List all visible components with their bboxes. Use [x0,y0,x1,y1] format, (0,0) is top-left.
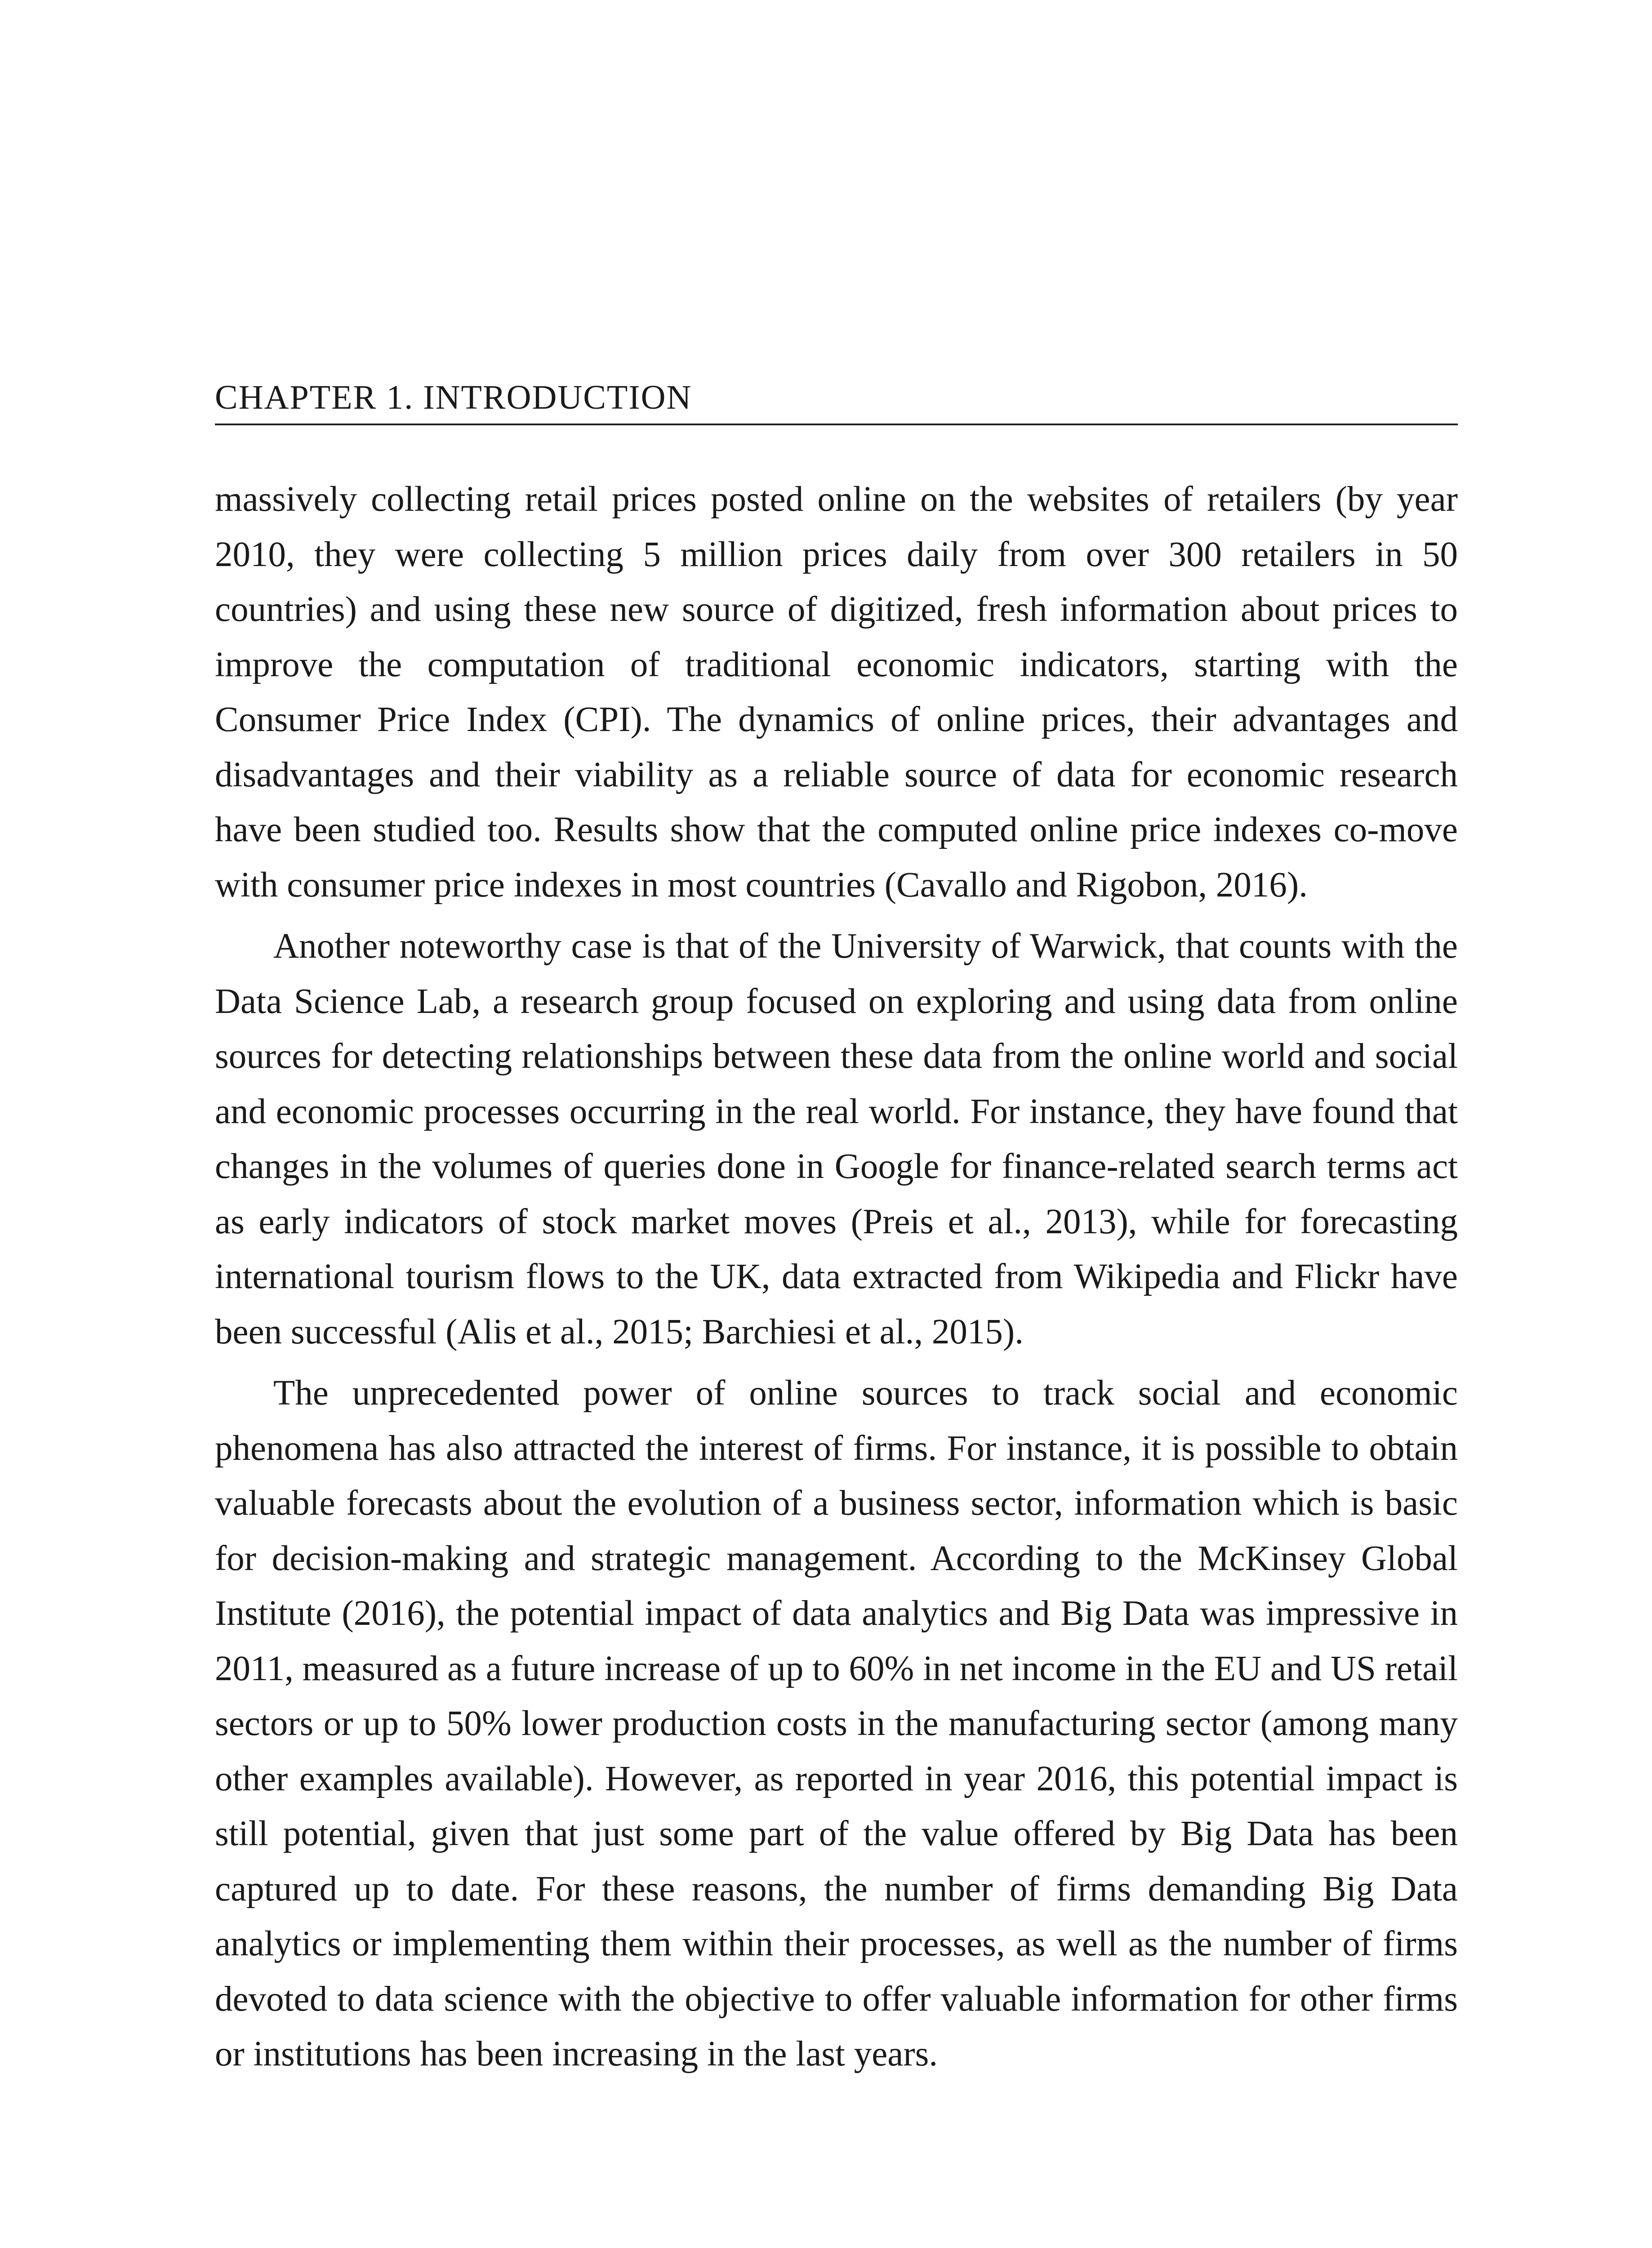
running-header [215,370,1458,425]
body-text [215,472,1458,2082]
paragraph-2: Another noteworthy case is that of the University of Warwick, that counts with the Data Science Lab, a research group focused on exploring and using data from online sources for detecting relationships between these data from the online world and social and economic processes occurring in the real world. For instance, they have found that changes in the volumes of queries done in Google for finance-related search terms act as early indicators of stock market moves (Preis et al., 2013), while for forecasting international tourism flows to the UK, data extracted from Wikipedia and Flickr have been successful (Alis et al., 2015; Barchiesi et al., 2015). [215,927,1458,1351]
chapter-title: CHAPTER 1. INTRODUCTION [215,379,692,416]
paragraph-3: The unprecedented power of online sources to track social and economic phenomena has also attracted the interest of firms. For instance, it is possible to obtain valuable forecasts about the evolution of a business sector, information which is basic for decision-making and strategic management. According to the McKinsey Global Institute (2016), the potential impact of data analytics and Big Data was impressive in 2011, measured as a future increase of up to 60% in net income in the EU and US retail sectors or up to 50% lower production costs in the manufacturing sector (among many other examples available). However, as reported in year 2016, this potential impact is still potential, given that just some part of the value offered by Big Data has been captured up to date. For these reasons, the number of firms demanding Big Data analytics or implementing them within their processes, as well as the number of firms devoted to data science with the objective to offer valuable information for other firms or institutions has been increasing in the last years. [215,1374,1458,2074]
paragraph-1: massively collecting retail prices posted online on the websites of retailers (by year 2010, they were collecting 5 million prices daily from over 300 retailers in 50 countries) and using these new source of digitized, fresh information about prices to improve the computation of traditional economic indicators, starting with the Consumer Price Index (CPI). The dynamics of online prices, their advantages and disadvantages and their viability as a reliable source of data for economic research have been studied too. Results show that the computed online price indexes co-move with consumer price indexes in most countries (Cavallo and Rigobon, 2016). [215,480,1458,905]
